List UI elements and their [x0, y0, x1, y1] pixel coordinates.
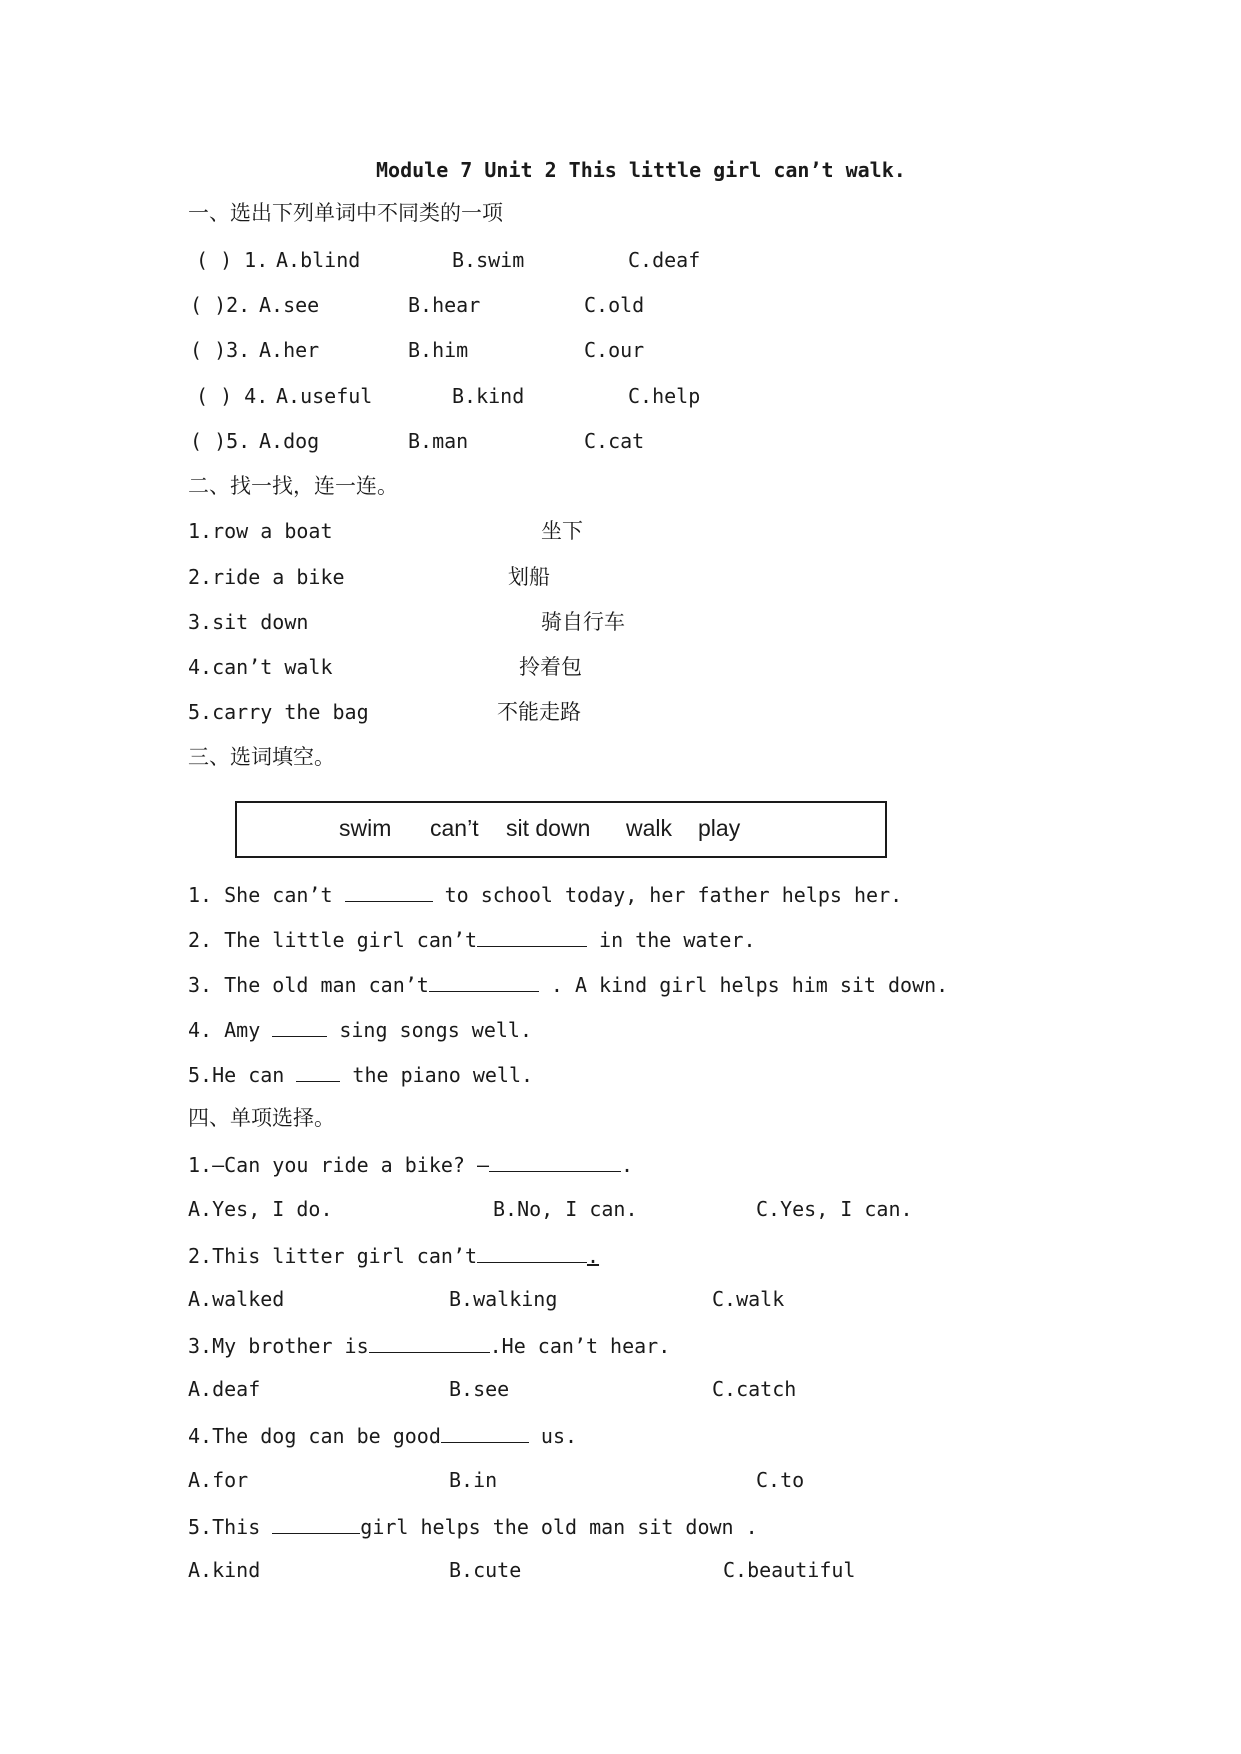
option-c: C.our: [584, 338, 645, 362]
option-b: B.see: [449, 1377, 510, 1401]
match-meaning: 坐下: [541, 519, 583, 543]
answer-blank[interactable]: [489, 1151, 621, 1172]
option-b: B.No, I can.: [493, 1197, 638, 1221]
question-number: ( )5.: [190, 429, 251, 453]
option-c: C.Yes, I can.: [756, 1197, 913, 1221]
section2-heading: 二、找一找，连一连。: [188, 474, 398, 498]
option-a: A.see: [259, 293, 320, 317]
answer-blank[interactable]: [477, 1242, 587, 1263]
answer-blank[interactable]: [272, 1513, 360, 1534]
option-a: A.Yes, I do.: [188, 1197, 333, 1221]
option-a: A.dog: [259, 429, 320, 453]
answer-blank[interactable]: [272, 1016, 327, 1037]
match-phrase: 3.sit down: [188, 610, 309, 634]
word-bank: [235, 801, 887, 858]
option-c: C.catch: [712, 1377, 797, 1401]
answer-blank[interactable]: [441, 1422, 529, 1443]
section1-heading: 一、选出下列单词中不同类的一项: [188, 201, 503, 225]
word-bank-item: sit down: [506, 815, 591, 841]
answer-blank[interactable]: [345, 881, 433, 902]
option-b: B.man: [408, 429, 469, 453]
section3-heading: 三、选词填空。: [188, 745, 335, 769]
option-a: A.deaf: [188, 1377, 261, 1401]
section4-heading: 四、单项选择。: [188, 1106, 335, 1130]
option-b: B.cute: [449, 1558, 522, 1582]
fill-question: 2. The little girl can’t in the water.: [188, 928, 756, 952]
choice-question: 4.The dog can be good us.: [188, 1424, 578, 1448]
option-c: C.walk: [712, 1287, 785, 1311]
option-c: C.cat: [584, 429, 645, 453]
fill-question: 4. Amy sing songs well.: [188, 1018, 532, 1042]
match-meaning: 划船: [508, 565, 550, 589]
option-b: B.kind: [452, 384, 525, 408]
question-number: ( ) 4.: [196, 384, 269, 408]
option-a: A.kind: [188, 1558, 261, 1582]
match-meaning: 骑自行车: [541, 610, 625, 634]
question-number: ( )2.: [190, 293, 251, 317]
option-c: C.old: [584, 293, 645, 317]
answer-blank[interactable]: [429, 971, 539, 992]
option-a: A.her: [259, 338, 320, 362]
match-phrase: 2.ride a bike: [188, 565, 345, 589]
option-a: A.for: [188, 1468, 249, 1492]
word-bank-item: can’t: [430, 815, 479, 841]
answer-blank[interactable]: [369, 1332, 490, 1353]
option-a: A.blind: [276, 248, 361, 272]
choice-question: 5.This girl helps the old man sit down .: [188, 1515, 758, 1539]
option-c: C.help: [628, 384, 701, 408]
match-phrase: 1.row a boat: [188, 519, 333, 543]
word-bank-item: play: [698, 815, 741, 841]
option-b: B.him: [408, 338, 469, 362]
word-bank-item: walk: [626, 815, 673, 841]
match-meaning: 拎着包: [519, 655, 582, 679]
option-b: B.hear: [408, 293, 481, 317]
choice-question: 2.This litter girl can’t .: [188, 1244, 600, 1268]
option-c: C.beautiful: [723, 1558, 856, 1582]
fill-question: 3. The old man can’t . A kind girl helps him sit down.: [188, 973, 949, 997]
fill-question: 5.He can the piano well.: [188, 1063, 534, 1087]
answer-blank[interactable]: [477, 926, 587, 947]
option-a: A.walked: [188, 1287, 285, 1311]
question-number: ( ) 1.: [196, 248, 269, 272]
fill-question: 1. She can’t to school today, her father helps her.: [188, 883, 903, 907]
word-bank-item: swim: [339, 815, 392, 841]
match-meaning: 不能走路: [497, 700, 581, 724]
question-number: ( )3.: [190, 338, 251, 362]
option-b: B.walking: [449, 1287, 558, 1311]
match-phrase: 4.can’t walk: [188, 655, 333, 679]
option-c: C.to: [756, 1468, 805, 1492]
answer-blank[interactable]: [296, 1061, 340, 1082]
option-b: B.in: [449, 1468, 498, 1492]
option-b: B.swim: [452, 248, 525, 272]
option-a: A.useful: [276, 384, 373, 408]
choice-question: 1.—Can you ride a bike? — .: [188, 1153, 634, 1177]
page-title: Module 7 Unit 2 This little girl can’t walk.: [376, 158, 906, 182]
choice-question: 3.My brother is .He can’t hear.: [188, 1334, 671, 1358]
match-phrase: 5.carry the bag: [188, 700, 369, 724]
option-c: C.deaf: [628, 248, 701, 272]
